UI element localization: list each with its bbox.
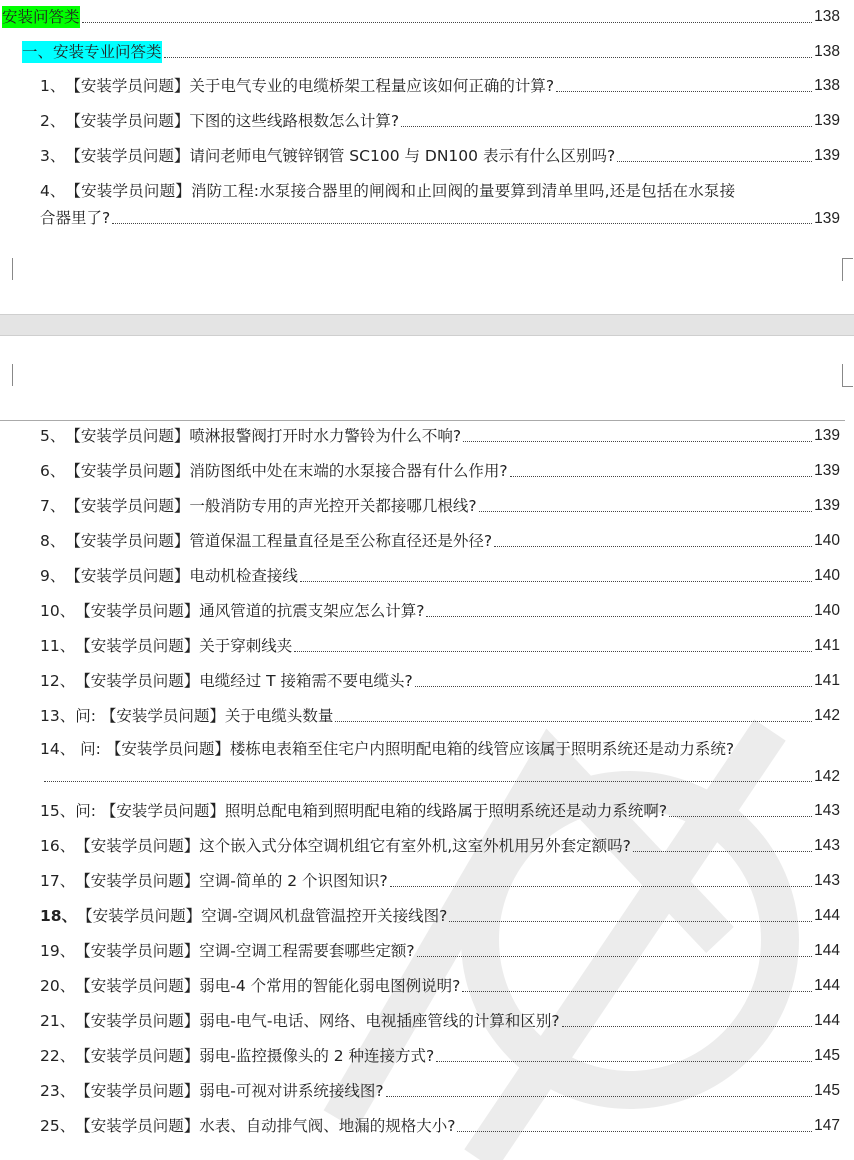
entry-text: 【安装学员问题】一般消防专用的声光控开关都接哪几根线? bbox=[65, 497, 477, 515]
toc-entry[interactable] bbox=[40, 1115, 840, 1137]
toc-entry[interactable] bbox=[40, 940, 840, 962]
toc-entry[interactable] bbox=[40, 835, 840, 857]
entry-text: 【安装学员问题】空调-简单的 2 个识图知识? bbox=[75, 872, 388, 890]
entry-number: 23、 bbox=[40, 1082, 76, 1100]
page-number: 141 bbox=[814, 637, 840, 654]
entry-number: 7、 bbox=[40, 497, 66, 515]
entry-number: 17、 bbox=[40, 872, 76, 890]
section-title: 安装问答类 bbox=[2, 8, 80, 26]
entry-text: 【安装学员问题】关于电气专业的电缆桥架工程量应该如何正确的计算? bbox=[65, 77, 555, 95]
entry-number: 14、 bbox=[40, 740, 76, 758]
entry-number: 6、 bbox=[40, 462, 66, 480]
dot-leader bbox=[617, 161, 812, 162]
dot-leader bbox=[300, 581, 812, 582]
entry-text: 【安装学员问题】弱电-可视对讲系统接线图? bbox=[75, 1082, 384, 1100]
toc-entry[interactable] bbox=[40, 495, 840, 517]
dot-leader bbox=[401, 126, 812, 127]
entry-number: 15、 bbox=[40, 802, 76, 820]
dot-leader bbox=[669, 816, 812, 817]
toc-entry[interactable] bbox=[40, 905, 840, 927]
page-number: 139 bbox=[814, 427, 840, 444]
entry-text: 【安装学员问题】弱电-电气-电话、网络、电视插座管线的计算和区别? bbox=[75, 1012, 560, 1030]
page-number: 142 bbox=[814, 707, 840, 724]
entry-text: 【安装学员问题】管道保温工程量直径是至公称直径还是外径? bbox=[65, 532, 493, 550]
page-number: 143 bbox=[814, 872, 840, 889]
dot-leader bbox=[562, 1026, 812, 1027]
dot-leader bbox=[294, 651, 812, 652]
entry-number: 22、 bbox=[40, 1047, 76, 1065]
dot-leader bbox=[556, 91, 812, 92]
dot-leader bbox=[417, 956, 813, 957]
dot-leader bbox=[44, 781, 812, 782]
page-number: 139 bbox=[814, 497, 840, 514]
dot-leader bbox=[479, 511, 813, 512]
entry-number: 8、 bbox=[40, 532, 66, 550]
toc-entry[interactable] bbox=[40, 975, 840, 997]
toc-entry[interactable] bbox=[40, 75, 840, 97]
entry-text-line1: 问: 【安装学员问题】楼栋电表箱至住宅户内照明配电箱的线管应该属于照明系统还是动力系统? bbox=[80, 740, 735, 758]
entry-text: 【安装学员问题】水表、自动排气阀、地漏的规格大小? bbox=[75, 1117, 456, 1135]
entry-number: 16、 bbox=[40, 837, 76, 855]
entry-number: 9、 bbox=[40, 567, 66, 585]
page-number: 144 bbox=[814, 1012, 840, 1029]
entry-number: 25、 bbox=[40, 1117, 76, 1135]
page-number: 143 bbox=[814, 802, 840, 819]
page-number: 142 bbox=[814, 768, 840, 785]
page-number: 144 bbox=[814, 942, 840, 959]
dot-leader bbox=[386, 1096, 813, 1097]
entry-text: 【安装学员问题】弱电-监控摄像头的 2 种连接方式? bbox=[75, 1047, 435, 1065]
entry-number: 13、 bbox=[40, 707, 76, 725]
page-number: 139 bbox=[814, 147, 840, 164]
entry-text: 【安装学员问题】空调-空调风机盘管温控开关接线图? bbox=[77, 907, 448, 925]
entry-text: 【安装学员问题】消防图纸中处在末端的水泵接合器有什么作用? bbox=[65, 462, 508, 480]
entry-number: 18、 bbox=[40, 907, 78, 925]
entry-text: 【安装学员问题】弱电-4 个常用的智能化弱电图例说明? bbox=[75, 977, 461, 995]
page-number: 138 bbox=[814, 43, 840, 60]
dot-leader bbox=[449, 921, 812, 922]
entry-text: 【安装学员问题】下图的这些线路根数怎么计算? bbox=[65, 112, 400, 130]
toc-entry[interactable] bbox=[40, 110, 840, 132]
page-number: 138 bbox=[814, 8, 840, 25]
page-number: 139 bbox=[814, 462, 840, 479]
toc-entry[interactable] bbox=[40, 1010, 840, 1032]
page-number: 139 bbox=[814, 210, 840, 227]
dot-leader bbox=[436, 1061, 812, 1062]
entry-number: 4、 bbox=[40, 182, 66, 200]
toc-entry-4[interactable] bbox=[40, 178, 840, 232]
dot-leader bbox=[426, 616, 812, 617]
dot-leader bbox=[164, 57, 813, 58]
subsection-title: 一、安装专业问答类 bbox=[22, 43, 162, 61]
page-number: 140 bbox=[814, 567, 840, 584]
page-number: 139 bbox=[814, 112, 840, 129]
entry-number: 1、 bbox=[40, 77, 66, 95]
page-break-gap bbox=[0, 314, 854, 336]
entry-text: 【安装学员问题】喷淋报警阀打开时水力警铃为什么不响? bbox=[65, 427, 462, 445]
entry-number: 3、 bbox=[40, 147, 66, 165]
entry-number: 21、 bbox=[40, 1012, 76, 1030]
entry-number: 20、 bbox=[40, 977, 76, 995]
toc-entry[interactable] bbox=[40, 530, 840, 552]
toc-entry[interactable] bbox=[40, 145, 840, 167]
dot-leader bbox=[462, 991, 812, 992]
toc-entry-14[interactable] bbox=[40, 736, 840, 790]
toc-subsection-heading[interactable] bbox=[22, 41, 840, 63]
entry-number: 19、 bbox=[40, 942, 76, 960]
toc-entry[interactable] bbox=[40, 460, 840, 482]
entry-number: 11、 bbox=[40, 637, 76, 655]
page-number: 140 bbox=[814, 532, 840, 549]
toc-entry[interactable] bbox=[40, 800, 840, 822]
page-number: 145 bbox=[814, 1082, 840, 1099]
dot-leader bbox=[510, 476, 813, 477]
entry-number: 2、 bbox=[40, 112, 66, 130]
dot-leader bbox=[390, 886, 812, 887]
header-rule bbox=[0, 420, 845, 421]
entry-number: 12、 bbox=[40, 672, 76, 690]
toc-entry[interactable] bbox=[40, 870, 840, 892]
page-number: 138 bbox=[814, 77, 840, 94]
entry-text: 【安装学员问题】电动机检查接线 bbox=[65, 567, 298, 585]
entry-text: 【安装学员问题】关于穿刺线夹 bbox=[75, 637, 293, 655]
page-number: 144 bbox=[814, 907, 840, 924]
entry-text: 【安装学员问题】这个嵌入式分体空调机组它有室外机,这室外机用另外套定额吗? bbox=[75, 837, 631, 855]
entry-text: 问: 【安装学员问题】关于电缆头数量 bbox=[75, 707, 334, 725]
dot-leader bbox=[463, 441, 812, 442]
dot-leader bbox=[112, 223, 812, 224]
toc-entry[interactable] bbox=[40, 635, 840, 657]
page-corner-mark bbox=[842, 258, 853, 281]
entry-text-line2: 合器里了? bbox=[40, 209, 111, 227]
dot-leader bbox=[457, 1131, 812, 1132]
page-number: 140 bbox=[814, 602, 840, 619]
page-corner-mark bbox=[842, 364, 853, 387]
entry-text: 【安装学员问题】请问老师电气镀锌钢管 SC100 与 DN100 表示有什么区别吗? bbox=[65, 147, 616, 165]
entry-number: 10、 bbox=[40, 602, 76, 620]
entry-text: 【安装学员问题】电缆经过 T 接箱需不要电缆头? bbox=[75, 672, 413, 690]
entry-text-line1: 【安装学员问题】消防工程:水泵接合器里的闸阀和止回阀的量要算到清单里吗,还是包括在水泵接 bbox=[65, 182, 736, 200]
entry-text: 【安装学员问题】空调-空调工程需要套哪些定额? bbox=[75, 942, 415, 960]
entry-number: 5、 bbox=[40, 427, 66, 445]
page-number: 147 bbox=[814, 1117, 840, 1134]
toc-entry[interactable] bbox=[40, 1045, 840, 1067]
toc-entry[interactable] bbox=[40, 705, 840, 727]
page-corner-mark bbox=[2, 364, 13, 386]
dot-leader bbox=[82, 22, 813, 23]
toc-entry[interactable] bbox=[40, 670, 840, 692]
dot-leader bbox=[335, 721, 812, 722]
toc-entry[interactable] bbox=[40, 425, 840, 447]
dot-leader bbox=[633, 851, 812, 852]
entry-text: 问: 【安装学员问题】照明总配电箱到照明配电箱的线路属于照明系统还是动力系统啊? bbox=[75, 802, 668, 820]
toc-entry[interactable] bbox=[40, 565, 840, 587]
page-number: 141 bbox=[814, 672, 840, 689]
dot-leader bbox=[415, 686, 812, 687]
page-number: 143 bbox=[814, 837, 840, 854]
page-corner-mark bbox=[2, 258, 13, 280]
toc-entry[interactable] bbox=[40, 1080, 840, 1102]
dot-leader bbox=[494, 546, 812, 547]
toc-section-heading[interactable] bbox=[2, 6, 840, 28]
entry-text: 【安装学员问题】通风管道的抗震支架应怎么计算? bbox=[75, 602, 425, 620]
page-number: 144 bbox=[814, 977, 840, 994]
toc-entry[interactable] bbox=[40, 600, 840, 622]
page-number: 145 bbox=[814, 1047, 840, 1064]
